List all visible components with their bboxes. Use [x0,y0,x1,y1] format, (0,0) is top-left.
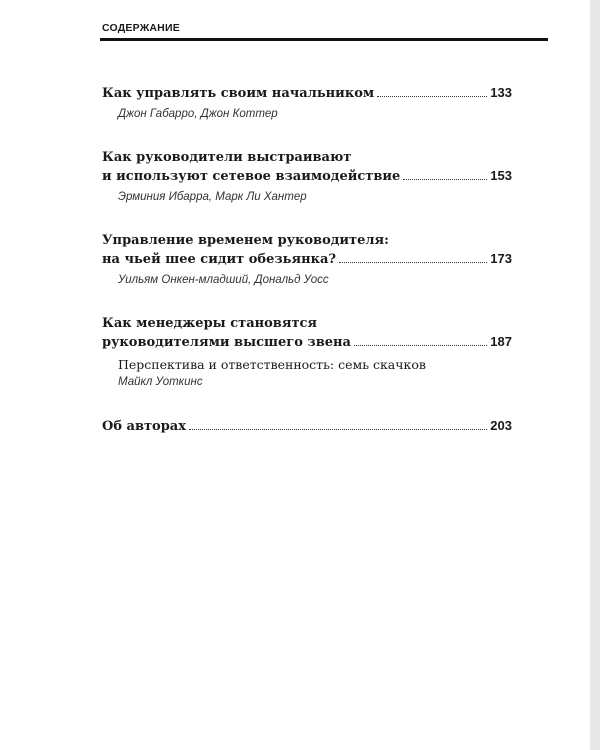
toc-page-number: 187 [490,334,512,349]
toc-entry[interactable] [102,84,512,123]
toc-entry[interactable] [102,315,512,391]
toc-authors: Уильям Онкен-младший, Дональд Уосс [118,274,329,286]
toc-title-line [102,417,512,436]
toc-entry[interactable] [102,232,512,289]
dot-leader [189,429,487,430]
toc-entry[interactable] [102,149,512,206]
toc-title: и используют сетевое взаимодействие [102,169,401,184]
toc-page-number: 133 [490,85,512,100]
dot-leader [403,179,487,180]
toc-title-line [102,333,512,352]
table-of-contents [102,84,512,436]
running-head: СОДЕРЖАНИЕ [102,22,180,34]
toc-title-line [102,250,512,269]
dot-leader [377,96,487,97]
toc-page-number: 153 [490,168,512,183]
toc-title: Как менеджеры становятся [102,316,318,331]
toc-title: Как руководители выстраивают [102,150,352,165]
toc-page-number: 203 [490,418,512,433]
toc-title: на чьей шее сидит обезьянка? [102,252,337,267]
toc-title-line [102,84,512,103]
dot-leader [354,345,487,346]
dot-leader [339,262,487,263]
page-edge [590,0,600,750]
toc-entry[interactable] [102,417,512,436]
toc-title: Об авторах [102,419,186,434]
toc-subtitle: Перспектива и ответственность: семь скачков [118,357,426,372]
toc-authors: Майкл Уоткинс [118,376,203,388]
toc-authors: Джон Габарро, Джон Коттер [118,108,278,120]
toc-title: Управление временем руководителя: [102,233,389,248]
toc-title: Как управлять своим начальником [102,86,375,101]
toc-title-line [102,167,512,186]
toc-title: руководителями высшего звена [102,335,351,350]
header-rule [100,38,548,41]
toc-authors: Эрминия Ибарра, Марк Ли Хантер [118,191,307,203]
toc-page-number: 173 [490,251,512,266]
